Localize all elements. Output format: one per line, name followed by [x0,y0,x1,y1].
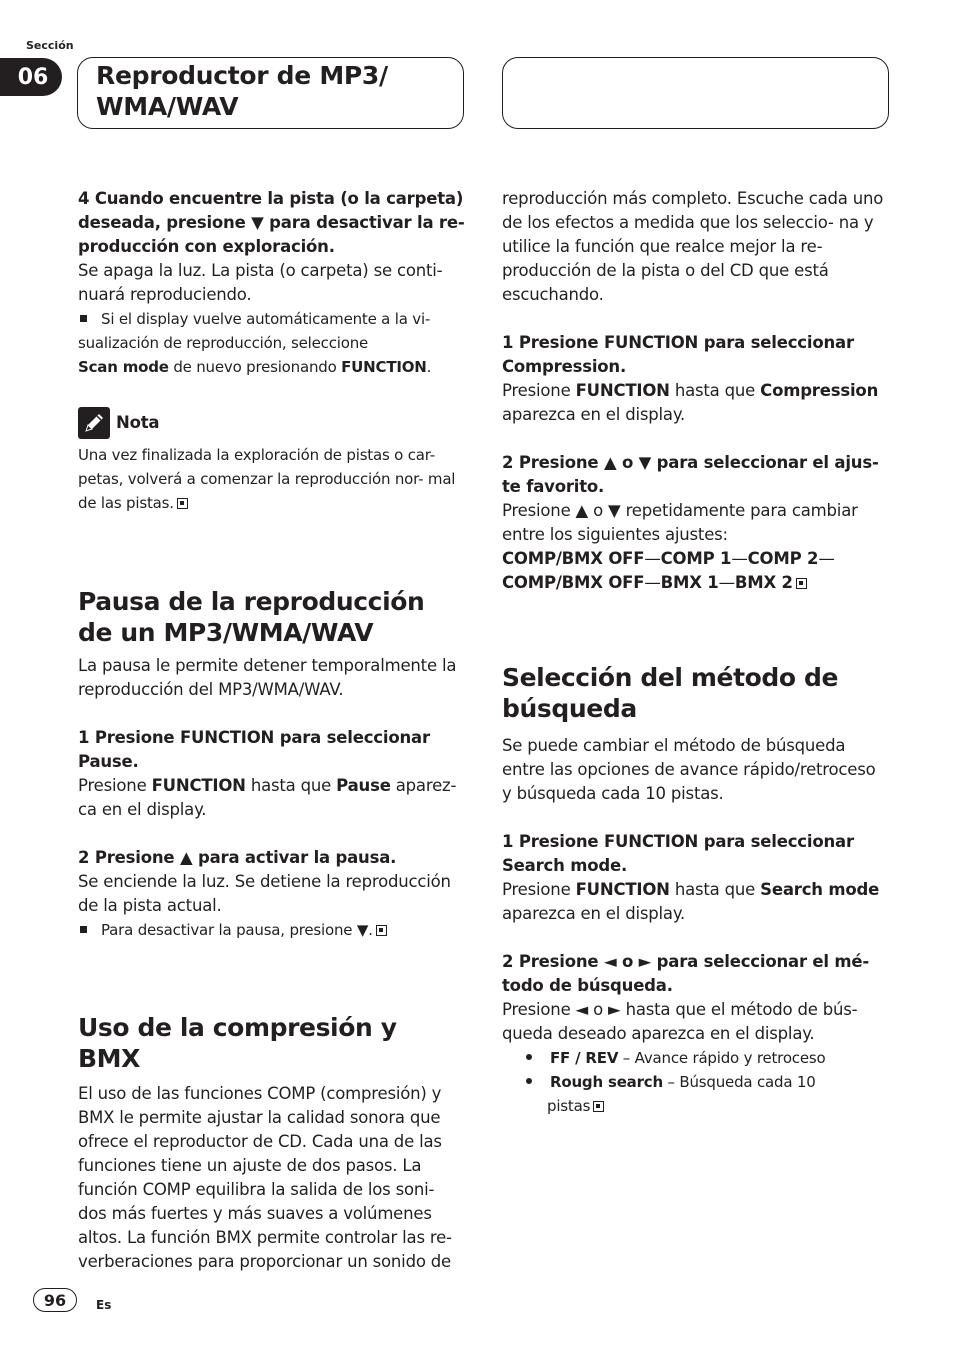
pausa-step2-note: Para desactivar la pausa, presione ▼. [78,918,466,942]
bullet-icon [526,1054,532,1060]
end-mark-icon [796,578,807,589]
pausa-step2-body: Se enciende la luz. Se detiene la reproducción de la pista actual. [78,872,451,915]
busqueda-step1-body: Presione FUNCTION hasta que Search mode aparezca en el display. [502,880,880,923]
nota-label: Nota [116,413,160,432]
step4-body: Se apaga la luz. La pista (o carpeta) se conti- nuará reproduciendo. [78,261,443,304]
header-title: Reproductor de MP3/ WMA/WAV [96,61,388,121]
section-label: Sección [26,39,74,52]
comp-sequence-2: COMP/BMX OFF—BMX 1—BMX 2 [502,571,890,595]
pausa-step2-heading: 2 Presione ▲ para activar la pausa. [78,848,397,867]
pausa-title: Pausa de la reproducción de un MP3/WMA/WAV [78,587,425,647]
comp-title: Uso de la compresión y BMX [78,1013,397,1073]
pausa-section [78,586,466,942]
section-number-badge: 06 [0,58,62,96]
step4-block [78,187,466,379]
bullet-icon [526,1078,532,1084]
end-mark-icon [376,925,387,936]
pausa-intro: La pausa le permite detener temporalmente la reproducción del MP3/WMA/WAV. [78,656,457,699]
right-top-block [502,187,890,595]
comp-section [78,1012,466,1274]
busqueda-step1-heading: 1 Presione FUNCTION para seleccionar Search mode. [502,832,854,875]
busqueda-item-rough: Rough search – Búsqueda cada 10 pistas [502,1070,890,1118]
step4-note: Si el display vuelve automáticamente a la vi- sualización de reproducción, seleccione Scan mode de nuevo presionando FUNCTION. [78,310,432,376]
busqueda-intro: Se puede cambiar el método de búsqueda entre las opciones de avance rápido/retroceso y búsqueda cada 10 pistas. [502,736,876,803]
pausa-step1-body: Presione FUNCTION hasta que Pause aparez- ca en el display. [78,776,457,819]
nota-text: Una vez finalizada la exploración de pistas o car- petas, volverá a comenzar la reproducción nor- mal de las pistas. [78,446,456,512]
end-mark-icon [593,1101,604,1112]
header-empty-box [502,57,889,129]
step4-heading: 4 Cuando encuentre la pista (o la carpeta) deseada, presione ▼ para desactivar la re- producción con exploración. [78,189,465,256]
busqueda-step2-heading: 2 Presione ◄ o ► para seleccionar el mé- todo de búsqueda. [502,952,870,995]
nota-block [78,407,466,515]
comp-body: El uso de las funciones COMP (compresión) y BMX le permite ajustar la calidad sonora que ofrece el reproductor de CD. Cada una de las funciones tiene un ajuste de dos pasos. La función COMP equilibra la salida de los soni- dos más fuertes y más suaves a volúmenes altos. La función BMX permite controlar las re- verberaciones para proporcionar un sonido de [78,1084,452,1271]
comp-step2-heading: 2 Presione ▲ o ▼ para seleccionar el ajus- te favorito. [502,453,879,496]
comp-step2-body: Presione ▲ o ▼ repetidamente para cambiar entre los siguientes ajustes: [502,501,858,544]
pausa-step1-heading: 1 Presione FUNCTION para seleccionar Pause. [78,728,430,771]
nota-header [78,407,466,439]
busqueda-item-ffrev: FF / REV – Avance rápido y retroceso [502,1046,890,1070]
comp-step1-body: Presione FUNCTION hasta que Compression aparezca en el display. [502,381,879,424]
comp-body-continued: reproducción más completo. Escuche cada uno de los efectos a medida que los seleccio- na y utilice la función que realce mejor la re- producción de la pista o del CD que está escuchando. [502,189,884,304]
pencil-note-icon [78,407,110,439]
square-bullet-icon [80,926,87,933]
square-bullet-icon [80,315,87,322]
comp-step1-heading: 1 Presione FUNCTION para seleccionar Compression. [502,333,854,376]
language-code: Es [96,1298,112,1312]
busqueda-section [502,662,890,1118]
page-number: 96 [33,1288,77,1312]
busqueda-title: Selección del método de búsqueda [502,663,839,723]
end-mark-icon [177,498,188,509]
comp-sequence-1: COMP/BMX OFF—COMP 1—COMP 2— [502,549,835,568]
busqueda-step2-body: Presione ◄ o ► hasta que el método de bús- queda deseado aparezca en el display. [502,1000,858,1043]
